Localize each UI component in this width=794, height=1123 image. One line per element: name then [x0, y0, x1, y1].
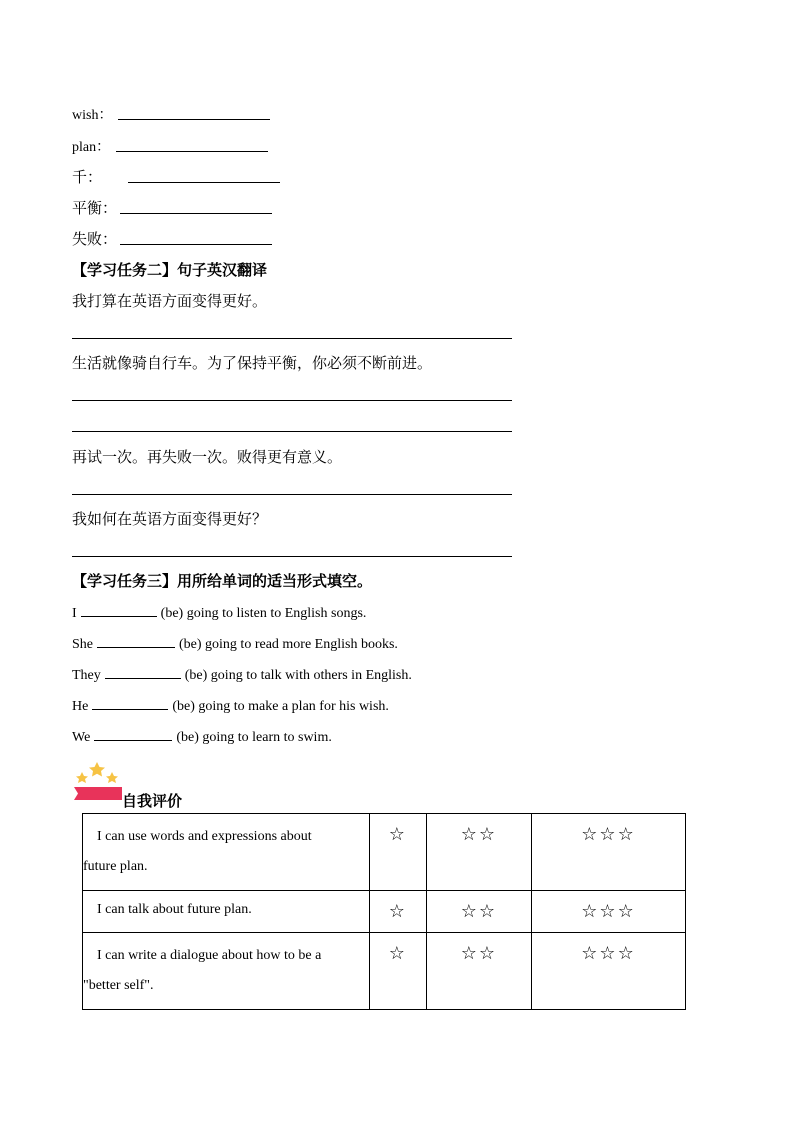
self-eval-table [82, 813, 686, 1010]
eval-desc [83, 933, 370, 1010]
vocab-plan-label: plan： [72, 140, 111, 155]
task2-item-3: 再试一次。再失败一次。败得更有意义。 [72, 448, 343, 466]
eval-desc-line: I can write a dialogue about how to be a [97, 948, 322, 963]
one-star-option[interactable]: ☆ [370, 933, 427, 1010]
task2-answer-line-2b[interactable] [72, 431, 512, 432]
one-star-option[interactable]: ☆ [370, 814, 427, 891]
task3-rest: (be) going to talk with others in English. [184, 668, 412, 683]
task3-rest: (be) going to listen to English songs. [160, 606, 367, 621]
eval-desc [83, 814, 370, 891]
task2-item-2: 生活就像骑自行车。为了保持平衡，你必须不断前进。 [72, 354, 433, 372]
one-star-option[interactable]: ☆ [370, 891, 427, 933]
two-star-option[interactable]: ☆☆ [426, 814, 531, 891]
vocab-fail-blank[interactable] [120, 244, 272, 245]
task3-rest: (be) going to read more English books. [179, 637, 398, 652]
vocab-fail-label: 失败： [72, 230, 118, 248]
task2-item-4: 我如何在英语方面变得更好？ [72, 510, 268, 528]
task3-subject: We [72, 730, 91, 745]
eval-desc-line: future plan. [83, 859, 148, 874]
task3-item-4 [72, 697, 389, 715]
table-row [83, 814, 686, 891]
two-star-option[interactable]: ☆☆ [426, 891, 531, 933]
task3-item-2 [72, 635, 398, 653]
task2-heading: 【学习任务二】句子英汉翻译 [72, 261, 268, 279]
task3-item-5 [72, 728, 332, 746]
task3-rest: (be) going to learn to swim. [176, 730, 332, 745]
two-star-option[interactable]: ☆☆ [426, 933, 531, 1010]
table-row [83, 891, 686, 933]
vocab-thousand-blank[interactable] [128, 182, 280, 183]
eval-desc-line: I can talk about future plan. [97, 902, 252, 917]
task3-item-1 [72, 604, 366, 622]
task3-subject: I [72, 606, 77, 621]
task3-blank[interactable] [94, 728, 172, 741]
vocab-plan-blank[interactable] [116, 151, 268, 152]
eval-desc-line: "better self". [83, 978, 154, 993]
task2-answer-line-1[interactable] [72, 338, 512, 339]
three-star-option[interactable]: ☆☆☆ [532, 933, 686, 1010]
task3-blank[interactable] [92, 697, 168, 710]
task3-item-3 [72, 666, 412, 684]
task2-answer-line-4[interactable] [72, 556, 512, 557]
three-star-option[interactable]: ☆☆☆ [532, 814, 686, 891]
task3-rest: (be) going to make a plan for his wish. [172, 699, 389, 714]
vocab-wish-blank[interactable] [118, 119, 270, 120]
task2-answer-line-3[interactable] [72, 494, 512, 495]
vocab-balance-label: 平衡： [72, 199, 118, 217]
self-eval-title: 自我评价 [122, 792, 183, 810]
task3-blank[interactable] [97, 635, 175, 648]
vocab-thousand-label: 千： [72, 168, 103, 186]
stars-ribbon-icon [72, 760, 124, 804]
table-row [83, 933, 686, 1010]
eval-desc [83, 891, 370, 933]
eval-desc-line: I can use words and expressions about [97, 829, 312, 844]
task2-item-1: 我打算在英语方面变得更好。 [72, 292, 268, 310]
three-star-option[interactable]: ☆☆☆ [532, 891, 686, 933]
task3-heading: 【学习任务三】用所给单词的适当形式填空。 [72, 572, 373, 590]
task2-answer-line-2a[interactable] [72, 400, 512, 401]
task3-blank[interactable] [81, 604, 157, 617]
task3-subject: He [72, 699, 89, 714]
vocab-balance-blank[interactable] [120, 213, 272, 214]
vocab-wish-label: wish： [72, 108, 113, 123]
task3-blank[interactable] [105, 666, 181, 679]
task3-subject: She [72, 637, 93, 652]
task3-subject: They [72, 668, 101, 683]
